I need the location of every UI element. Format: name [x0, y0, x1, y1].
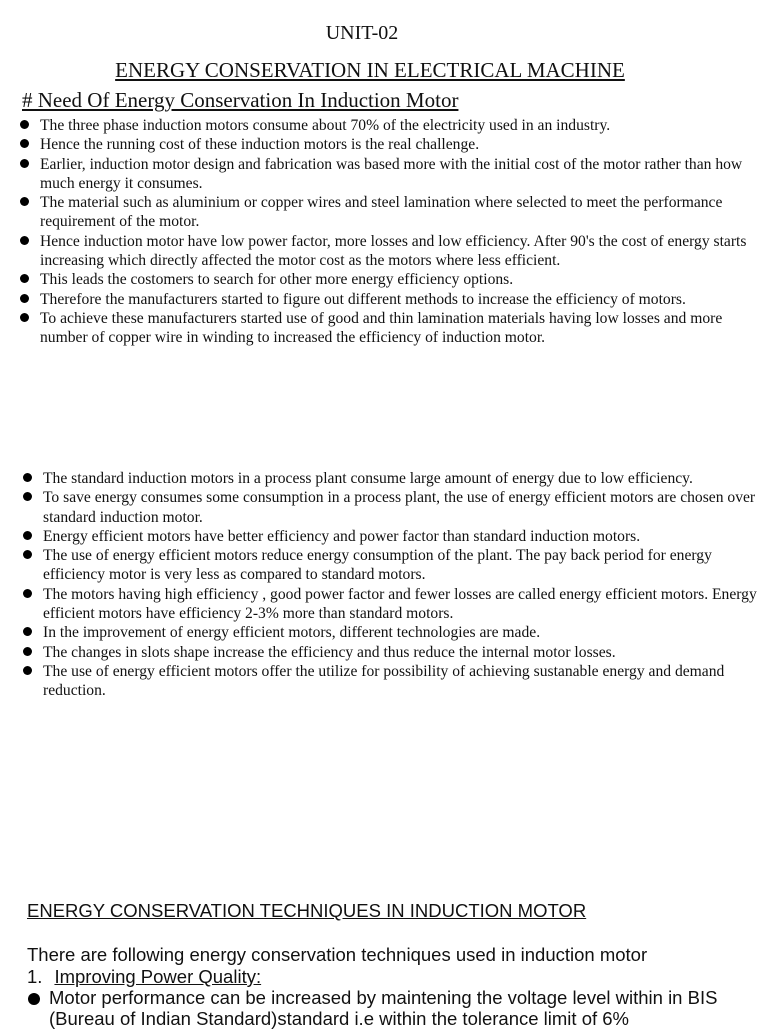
- bullet-icon: [20, 159, 29, 168]
- bullet-text: The material such as aluminium or copper wires and steel lamination where selected to meet the performance requirement of the motor.: [40, 194, 723, 231]
- item-number: 1.: [27, 966, 43, 987]
- bullet-text: Therefore the manufacturers started to figure out different methods to increase the efficiency of motors.: [40, 290, 686, 308]
- technique-item-heading: [27, 966, 261, 988]
- bullet-icon: [23, 473, 32, 482]
- bullet-text: To save energy consumes some consumption in a process plant, the use of energy efficient motors are chosen over standard induction motor.: [43, 489, 756, 526]
- bullet-icon: [23, 492, 32, 501]
- list-item: [20, 546, 760, 585]
- bullet-icon: [23, 531, 32, 540]
- bullet-text: The standard induction motors in a process plant consume large amount of energy due to low efficiency.: [43, 470, 693, 487]
- bullet-icon: [28, 993, 40, 1005]
- bullet-icon: [20, 294, 29, 303]
- bullet-text: The three phase induction motors consume about 70% of the electricity used in an industry.: [40, 117, 611, 134]
- bullet-icon: [23, 627, 32, 636]
- bullet-text: Energy efficient motors have better efficiency and power factor than standard induction motors.: [43, 527, 641, 545]
- bullet-text: Motor performance can be increased by maintening the voltage level within in BIS (Bureau of Indian Standard)standard i.e within the tolerance limit of 6%: [49, 987, 718, 1029]
- bullet-text: The motors having high efficiency , good power factor and fewer losses are called energy efficient motors. Energy efficient motors have efficiency 2-3% more than standard motors.: [43, 585, 757, 623]
- list-item: [20, 488, 760, 527]
- list-item: [18, 116, 748, 135]
- need-bullet-list: [18, 116, 748, 348]
- list-item: [20, 585, 760, 624]
- section-heading-need: # Need Of Energy Conservation In Induction Motor: [22, 88, 459, 112]
- list-item: [20, 623, 760, 642]
- bullet-text: Hence induction motor have low power factor, more losses and low efficiency. After 90's the cost of energy starts increasing which directly affected the motor cost as the motors where less efficient.: [40, 232, 747, 270]
- bullet-icon: [20, 139, 29, 148]
- list-item: [18, 270, 748, 289]
- list-item: [20, 527, 760, 546]
- list-item: [18, 135, 748, 154]
- bullet-text: The use of energy efficient motors offer the utilize for possibility of achieving sustanable energy and demand reduction.: [43, 662, 725, 700]
- list-item: [20, 643, 760, 662]
- bullet-icon: [23, 589, 32, 598]
- techniques-intro: There are following energy conservation techniques used in induction motor: [27, 944, 648, 965]
- list-item: [20, 469, 760, 488]
- bullet-text: In the improvement of energy efficient motors, different technologies are made.: [43, 624, 541, 642]
- bullet-icon: [20, 236, 29, 245]
- item-label: Improving Power Quality:: [54, 966, 262, 987]
- list-item: [18, 155, 748, 194]
- list-item: [18, 309, 748, 348]
- list-item: [27, 988, 757, 1029]
- bullet-icon: [20, 120, 29, 129]
- bullet-icon: [20, 197, 29, 206]
- bullet-text: Hence the running cost of these induction motors is the real challenge.: [40, 136, 480, 154]
- bullet-text: The use of energy efficient motors reduce energy consumption of the plant. The pay back period for energy efficiency motor is very less as compared to standard motors.: [43, 547, 712, 584]
- power-quality-bullet-list: [27, 988, 757, 1029]
- section-heading-techniques: ENERGY CONSERVATION TECHNIQUES IN INDUCTION MOTOR: [27, 900, 587, 921]
- list-item: [18, 193, 748, 232]
- efficient-motor-bullet-list: [20, 469, 760, 701]
- bullet-text: To achieve these manufacturers started use of good and thin lamination materials having low losses and more number of copper wire in winding to increased the efficiency of induction motor.: [40, 309, 723, 347]
- bullet-icon: [20, 313, 29, 322]
- bullet-text: The changes in slots shape increase the efficiency and thus reduce the internal motor losses.: [43, 643, 616, 661]
- page-title: ENERGY CONSERVATION IN ELECTRICAL MACHINE: [115, 58, 625, 82]
- bullet-text: This leads the costomers to search for other more energy efficiency options.: [40, 271, 514, 289]
- bullet-icon: [23, 647, 32, 656]
- list-item: [20, 662, 760, 701]
- bullet-icon: [23, 550, 32, 559]
- bullet-text: Earlier, induction motor design and fabrication was based more with the initial cost of the motor rather than how much energy it consumes.: [40, 155, 743, 192]
- unit-label: UNIT-02: [325, 22, 399, 44]
- bullet-icon: [20, 274, 29, 283]
- bullet-icon: [23, 666, 32, 675]
- list-item: [18, 290, 748, 309]
- list-item: [18, 232, 748, 271]
